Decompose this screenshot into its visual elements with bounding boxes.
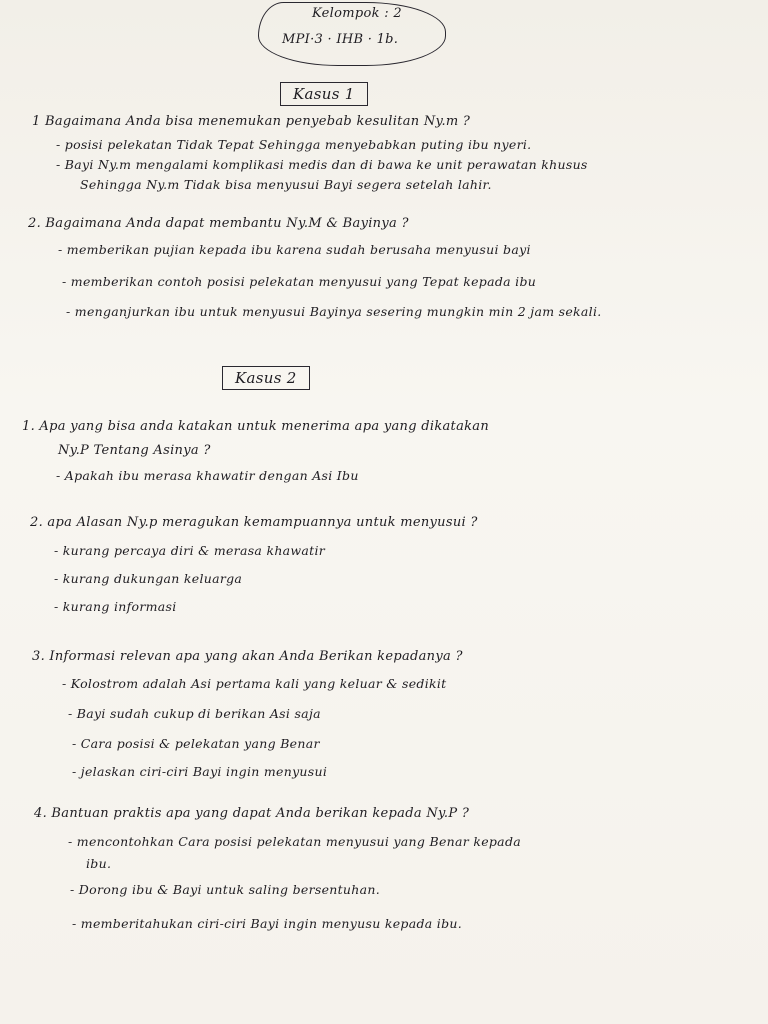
kasus1-q1-answer-1: - posisi pelekatan Tidak Tepat Sehingga menyebabkan puting ibu nyeri. (56, 137, 532, 152)
kasus1-q2-answer-3: - menganjurkan ibu untuk menyusui Bayinya sesering mungkin min 2 jam sekali. (66, 304, 602, 319)
kasus2-q3-answer-2: - Bayi sudah cukup di berikan Asi saja (68, 706, 321, 721)
kasus2-q4-answer-1-cont: ibu. (86, 856, 112, 871)
kasus-1-title: Kasus 1 (280, 82, 368, 106)
kasus2-question-1-cont: Ny.P Tentang Asinya ? (58, 443, 211, 458)
kasus1-q1-answer-2: - Bayi Ny.m mengalami komplikasi medis dan di bawa ke unit perawatan khusus (56, 157, 588, 172)
kasus2-question-3: 3. Informasi relevan apa yang akan Anda Berikan kepadanya ? (32, 649, 463, 664)
kasus1-q1-answer-2-cont: Sehingga Ny.m Tidak bisa menyusui Bayi segera setelah lahir. (80, 177, 492, 192)
kasus2-q4-answer-3: - memberitahukan ciri-ciri Bayi ingin menyusu kepada ibu. (72, 916, 463, 931)
group-label: Kelompok : 2 (312, 6, 402, 21)
kasus2-q4-answer-1: - mencontohkan Cara posisi pelekatan menyusui yang Benar kepada (68, 834, 521, 849)
kasus2-question-4: 4. Bantuan praktis apa yang dapat Anda berikan kepada Ny.P ? (34, 806, 470, 821)
kasus2-q1-answer-1: - Apakah ibu merasa khawatir dengan Asi Ibu (56, 468, 359, 483)
kasus1-q2-answer-2: - memberikan contoh posisi pelekatan menyusui yang Tepat kepada ibu (62, 274, 537, 289)
kasus2-q2-answer-3: - kurang informasi (54, 599, 177, 614)
kasus2-question-2: 2. apa Alasan Ny.p meragukan kemampuannya untuk menyusui ? (30, 515, 478, 530)
kasus1-q2-answer-1: - memberikan pujian kepada ibu karena sudah berusaha menyusui bayi (58, 242, 531, 257)
kasus1-question-2: 2. Bagaimana Anda dapat membantu Ny.M & Bayinya ? (28, 216, 409, 231)
kasus2-q2-answer-1: - kurang percaya diri & merasa khawatir (54, 543, 326, 558)
class-label: MPI·3 · IHB · 1b. (282, 32, 399, 47)
kasus2-q2-answer-2: - kurang dukungan keluarga (54, 571, 243, 586)
kasus2-q3-answer-4: - jelaskan ciri-ciri Bayi ingin menyusui (72, 764, 328, 779)
kasus-2-title: Kasus 2 (222, 366, 310, 390)
kasus2-q3-answer-1: - Kolostrom adalah Asi pertama kali yang keluar & sedikit (62, 676, 447, 691)
kasus2-q4-answer-2: - Dorong ibu & Bayi untuk saling bersentuhan. (70, 882, 381, 897)
kasus2-question-1: 1. Apa yang bisa anda katakan untuk menerima apa yang dikatakan (22, 419, 490, 434)
kasus2-q3-answer-3: - Cara posisi & pelekatan yang Benar (72, 736, 320, 751)
kasus1-question-1: 1 Bagaimana Anda bisa menemukan penyebab kesulitan Ny.m ? (32, 114, 471, 129)
